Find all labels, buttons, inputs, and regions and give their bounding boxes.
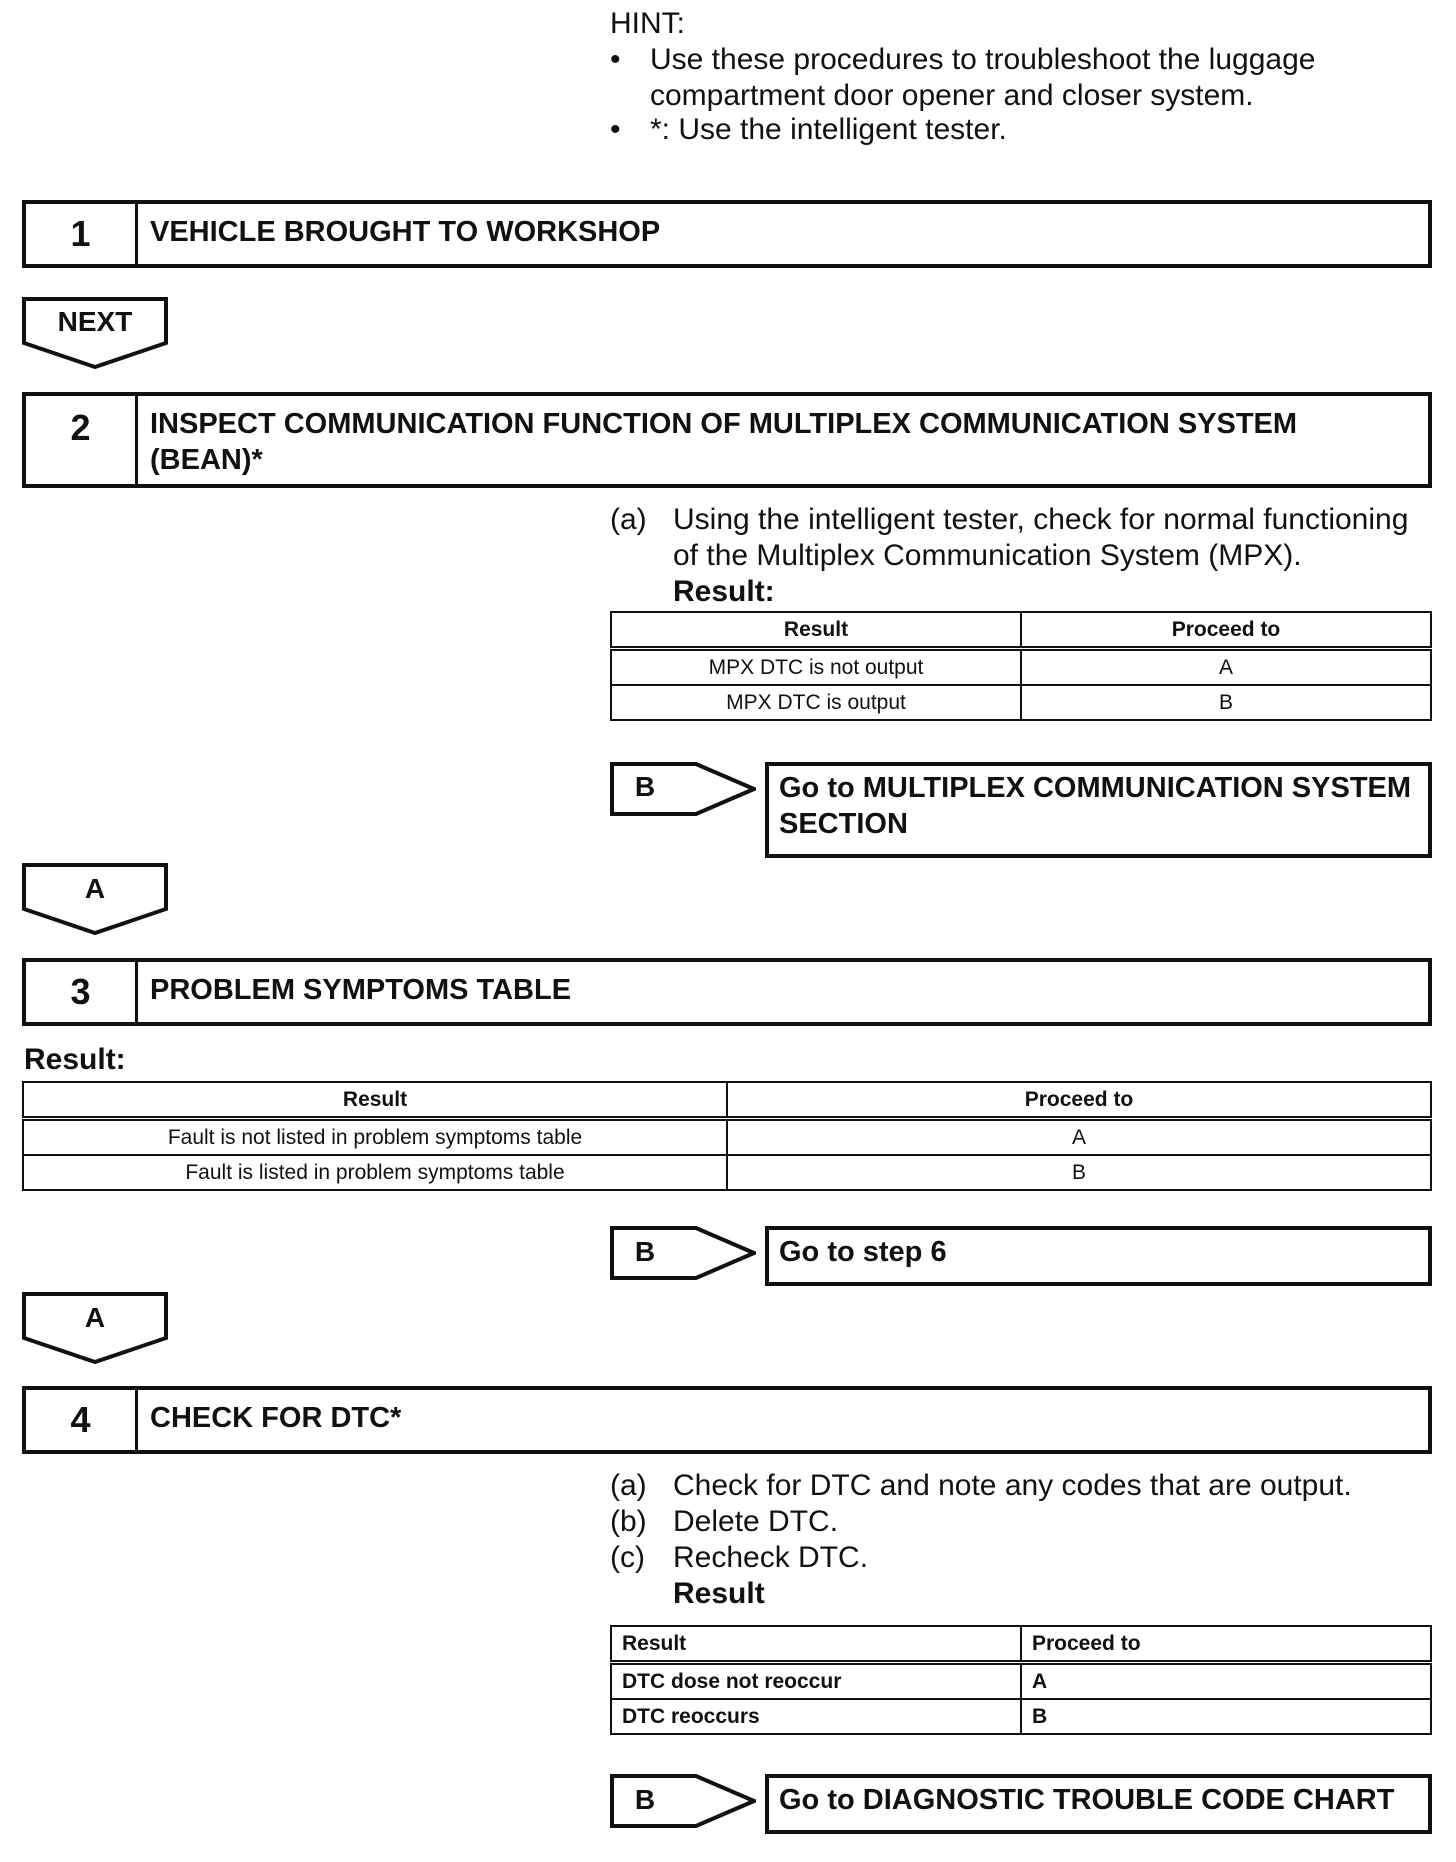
sub-text: Delete DTC. [673,1505,839,1538]
step-3-result-table [22,1081,1432,1191]
step-4-sub-c [610,1540,1430,1576]
step-4-sub-a [610,1468,1430,1504]
step-2-sub-a [610,502,1430,574]
table-cell: MPX DTC is output [611,685,1021,720]
table-cell: B [1021,1699,1431,1734]
b-label: B [634,771,656,802]
step-2-result-label: Result: [673,575,775,608]
b-label: B [634,1784,656,1815]
table-cell: Fault is listed in problem symptoms table [23,1155,727,1190]
table-cell: Fault is not listed in problem symptoms table [23,1119,727,1156]
step-4-number: 4 [26,1390,138,1450]
sub-label: (a) [610,503,647,536]
table-row [23,1119,1431,1156]
table-header: Result [23,1082,727,1119]
step-1-number: 1 [26,204,138,264]
table-cell: A [1021,649,1431,686]
sub-text: Recheck DTC. [673,1541,869,1574]
step-3-number: 3 [26,962,138,1022]
table-header: Result [611,1626,1021,1663]
table-cell: MPX DTC is not output [611,649,1021,686]
sub-label: (c) [610,1541,645,1574]
table-cell: DTC dose not reoccur [611,1663,1021,1700]
table-row [611,685,1431,720]
table-header-row [23,1082,1431,1119]
sub-label: (b) [610,1505,647,1538]
step-3-header [22,958,1432,1026]
a-label: A [84,873,106,904]
table-cell: B [1021,685,1431,720]
table-header-row [611,1626,1431,1663]
table-header-row [611,612,1431,649]
table-header: Proceed to [1021,612,1431,649]
table-row [23,1155,1431,1190]
step-4-result-label: Result [673,1577,765,1610]
table-header: Proceed to [727,1082,1431,1119]
step-4-sub-b [610,1504,1430,1540]
goto-diagnostic-trouble-code-chart[interactable]: Go to DIAGNOSTIC TROUBLE CODE CHART [765,1774,1432,1834]
step-2-number: 2 [26,396,138,484]
table-cell: B [727,1155,1431,1190]
sub-text: Using the intelligent tester, check for normal functioning of the Multiplex Communication System (MPX). [673,503,1409,572]
step-4-result-table [610,1625,1432,1735]
step-2-title: INSPECT COMMUNICATION FUNCTION OF MULTIPLEX COMMUNICATION SYSTEM (BEAN)* [150,408,1298,476]
next-label: NEXT [57,306,133,337]
goto-step-6[interactable]: Go to step 6 [765,1226,1432,1286]
step-3-title: PROBLEM SYMPTOMS TABLE [150,974,572,1006]
step-4-title: CHECK FOR DTC* [150,1402,402,1434]
step-2-result-table [610,611,1432,721]
step-1-header [22,200,1432,268]
table-cell: DTC reoccurs [611,1699,1021,1734]
hint-bullet-1: • Use these procedures to troubleshoot the luggage compartment door opener and closer system. [610,42,1400,114]
goto-multiplex-section[interactable]: Go to MULTIPLEX COMMUNICATION SYSTEM SECTION [765,762,1432,858]
table-header: Result [611,612,1021,649]
hint-title: HINT: [610,7,685,40]
b-label: B [634,1236,656,1267]
table-cell: A [1021,1663,1431,1700]
sub-label: (a) [610,1469,647,1502]
table-cell: A [727,1119,1431,1156]
step-1-title: VEHICLE BROUGHT TO WORKSHOP [150,216,661,248]
step-3-result-label: Result: [24,1043,126,1076]
a-label: A [84,1302,106,1333]
step-4-header [22,1386,1432,1454]
table-row [611,1699,1431,1734]
hint-bullet-2: • *: Use the intelligent tester. [610,112,1400,148]
step-2-header [22,392,1432,488]
table-row [611,649,1431,686]
table-row [611,1663,1431,1700]
table-header: Proceed to [1021,1626,1431,1663]
sub-text: Check for DTC and note any codes that are output. [673,1469,1352,1502]
